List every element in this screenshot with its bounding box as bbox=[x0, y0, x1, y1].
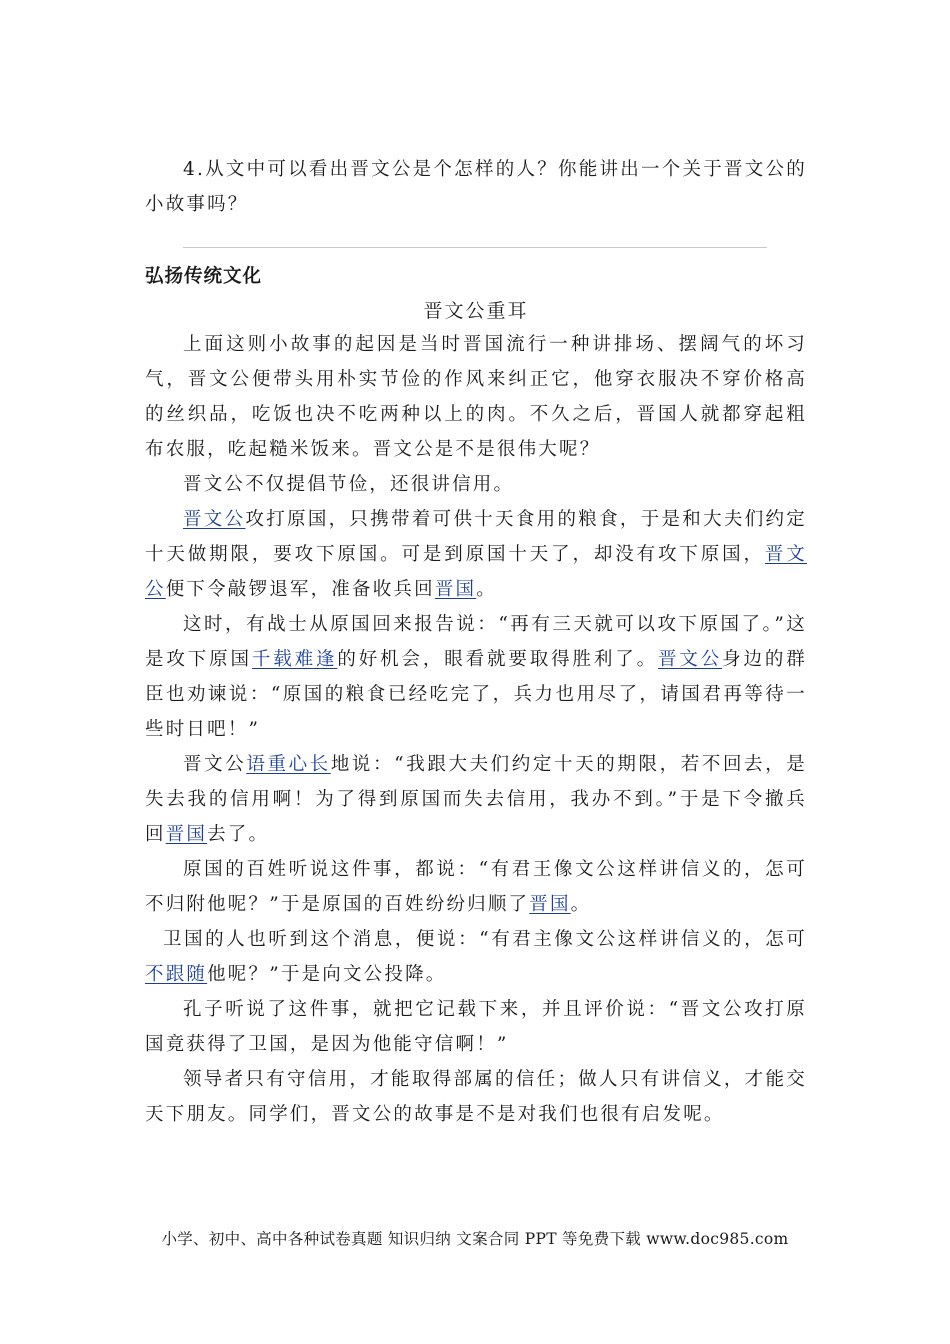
paragraph-4 bbox=[145, 607, 807, 747]
paragraph-4-text-3: 身边的群臣也劝谏说：“原国的粮食已经吃完了，兵力也用尽了，请国君再等待一些时日吧！” bbox=[145, 649, 807, 740]
section-divider bbox=[183, 247, 767, 248]
link-jin-wengong[interactable]: 晋文公 bbox=[145, 544, 807, 600]
paragraph-7-text-2: 他呢？”于是向文公投降。 bbox=[207, 964, 447, 985]
paragraph-3-text-2: 便下令敲锣退军，准备收兵回 bbox=[165, 579, 435, 600]
link-jin-guo[interactable]: 晋国 bbox=[529, 894, 571, 915]
paragraph-7 bbox=[145, 922, 807, 992]
question-text: 4.从文中可以看出晋文公是个怎样的人？你能讲出一个关于晋文公的小故事吗？ bbox=[145, 159, 807, 215]
link-jin-wengong[interactable]: 晋文公 bbox=[658, 649, 723, 670]
link-yu-zhong-xin-chang[interactable]: 语重心长 bbox=[246, 754, 331, 775]
link-qian-zai-nan-feng[interactable]: 千载难逢 bbox=[251, 649, 338, 670]
story-body bbox=[145, 327, 807, 1132]
paragraph-4-text-2: 的好机会，眼看就要取得胜利了。 bbox=[337, 649, 658, 670]
page-footer: 小学、初中、高中各种试卷真题 知识归纳 文案合同 PPT 等免费下载 www.doc985.com bbox=[161, 1230, 789, 1248]
link-jin-guo[interactable]: 晋国 bbox=[434, 579, 477, 600]
link-jin-guo[interactable]: 晋国 bbox=[165, 824, 208, 845]
paragraph-9: 领导者只有守信用，才能取得部属的信任；做人只有讲信义，才能交天下朋友。同学们，晋文公的故事是不是对我们也很有启发呢。 bbox=[145, 1069, 807, 1125]
paragraph-5 bbox=[145, 747, 807, 852]
paragraph-6-text-2: 。 bbox=[570, 894, 592, 915]
paragraph-5-text-1: 晋文公 bbox=[183, 754, 247, 775]
section-heading: 弘扬传统文化 bbox=[145, 266, 263, 287]
paragraph-5-text-2: 地说：“我跟大夫们约定十天的期限，若不回去，是失去我的信用啊！为了得到原国而失去信用，我办不到。”于是下令撤兵回 bbox=[145, 754, 807, 845]
paragraph-8: 孔子听说了这件事，就把它记载下来，并且评价说：“晋文公攻打原国竟获得了卫国，是因为他能守信啊！” bbox=[145, 999, 807, 1055]
paragraph-3-text-3: 。 bbox=[476, 579, 497, 600]
paragraph-2: 晋文公不仅提倡节俭，还很讲信用。 bbox=[183, 474, 515, 495]
question-4 bbox=[145, 152, 807, 222]
paragraph-3 bbox=[145, 502, 807, 607]
link-jin-wengong[interactable]: 晋文公 bbox=[183, 509, 246, 530]
link-bu-gen-sui[interactable]: 不跟随 bbox=[145, 964, 208, 985]
paragraph-3-text-1: 攻打原国，只携带着可供十天食用的粮食，于是和大夫们约定十天做期限，要攻下原国。可是到原国十天了，却没有攻下原国， bbox=[145, 509, 807, 565]
paragraph-4-text-1: 这时，有战士从原国回来报告说：“再有三天就可以攻下原国了。”这是攻下原国 bbox=[145, 614, 807, 670]
story-title: 晋文公重耳 bbox=[423, 300, 529, 322]
paragraph-7-text-1: 卫国的人也听到这个消息，便说：“有君主像文公这样讲信义的，怎可 bbox=[163, 929, 807, 950]
paragraph-5-text-3: 去了。 bbox=[207, 824, 270, 845]
paragraph-1: 上面这则小故事的起因是当时晋国流行一种讲排场、摆阔气的坏习气，晋文公便带头用朴实节俭的作风来纠正它，他穿衣服决不穿价格高的丝织品，吃饭也决不吃两种以上的肉。不久之后，晋国人就都穿起粗布农服，吃起糙米饭来。晋文公是不是很伟大呢？ bbox=[145, 334, 807, 460]
paragraph-6-text-1: 原国的百姓听说这件事，都说：“有君王像文公这样讲信义的，怎可不归附他呢？”于是原国的百姓纷纷归顺了 bbox=[145, 859, 807, 915]
paragraph-6 bbox=[145, 852, 807, 922]
